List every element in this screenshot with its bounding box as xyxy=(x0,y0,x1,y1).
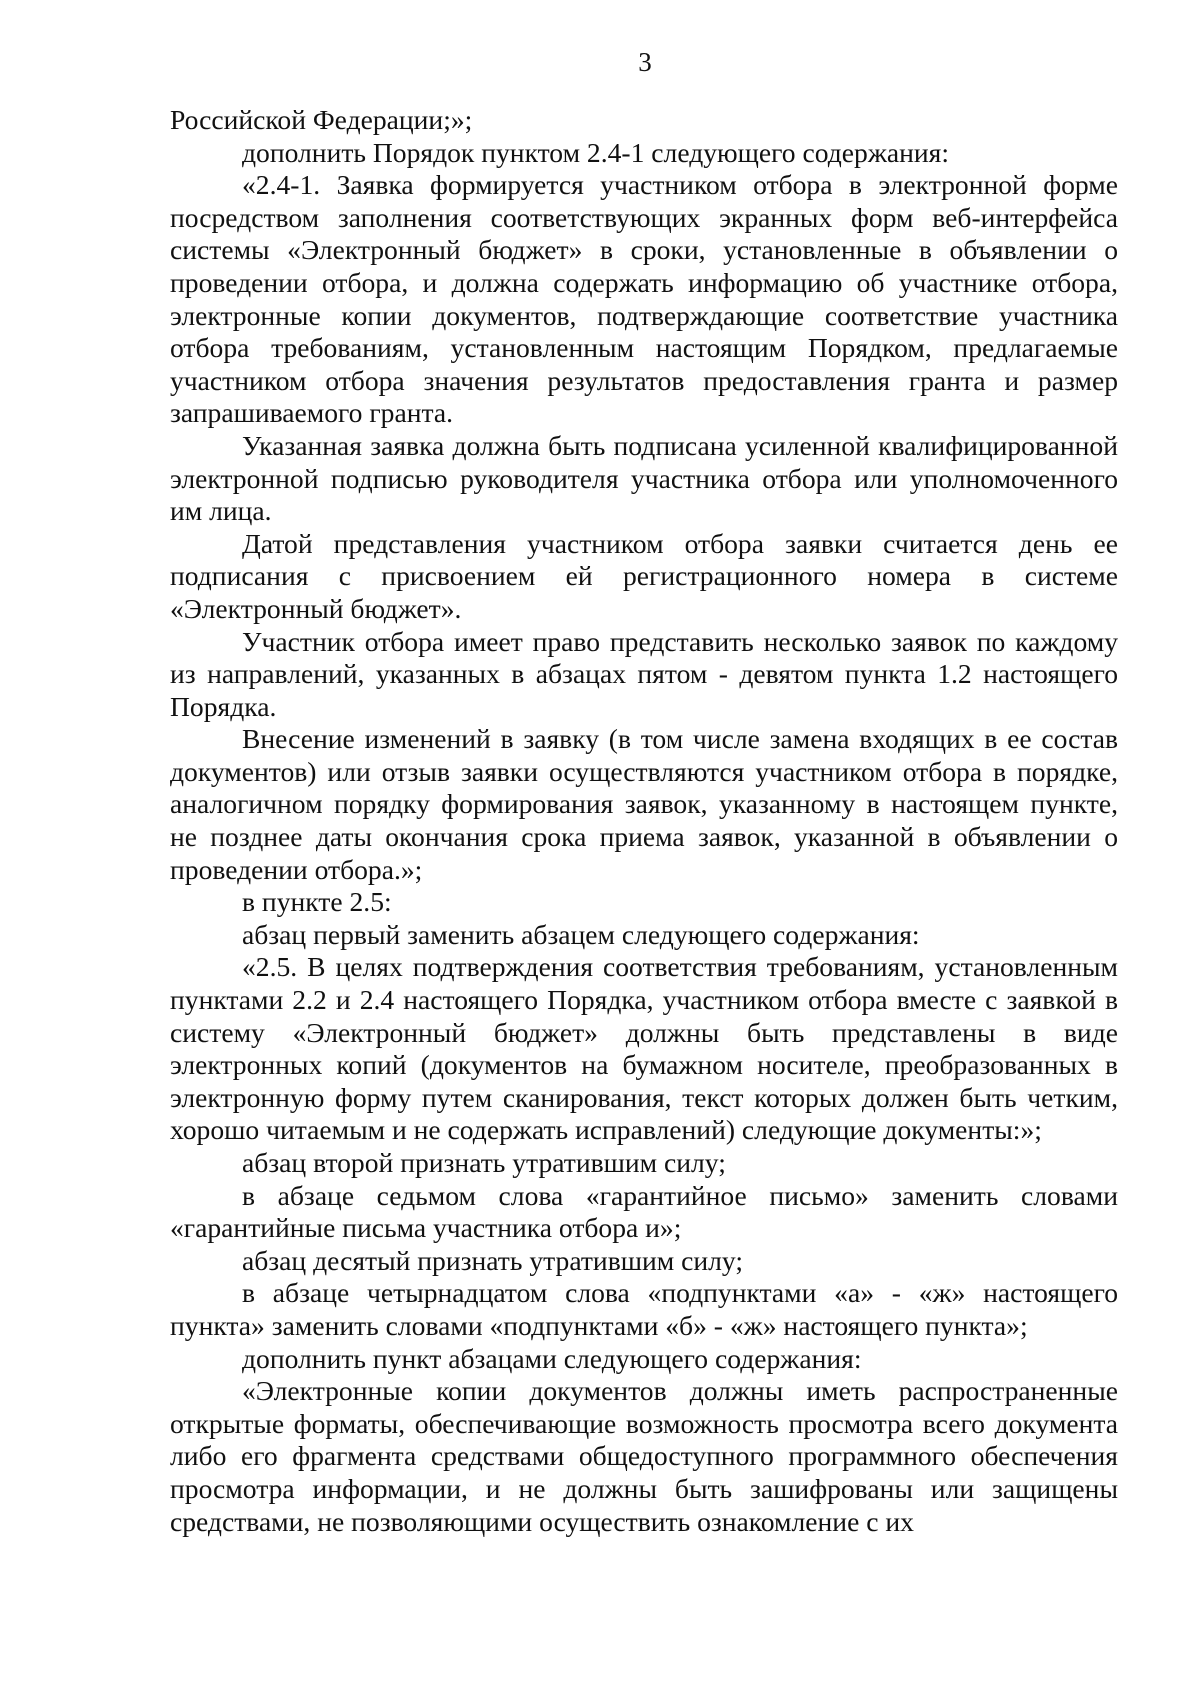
paragraph: Указанная заявка должна быть подписана усиленной квалифицированной электронной подписью руководителя участника отбора или уполномоченного им лица. xyxy=(170,429,1118,527)
paragraph: Участник отбора имеет право представить несколько заявок по каждому из направлений, указанных в абзацах пятом - девятом пункта 1.2 настоящего Порядка. xyxy=(170,625,1118,722)
page-number: 3 xyxy=(638,47,652,77)
paragraph: «Электронные копии документов должны иметь распространенные открытые форматы, обеспечивающие возможность просмотра всего документа либо его фрагмента средствами общедоступного программного обеспечения просмотра информации, и не должны быть зашифрованы или защищены средствами, не позволяющими осуществить ознакомление с их xyxy=(170,1375,1118,1537)
document-body xyxy=(170,104,1118,1538)
paragraph: Датой представления участником отбора заявки считается день ее подписания с присвоением ей регистрационного номера в системе «Электронный бюджет». xyxy=(170,527,1118,624)
paragraph: абзац первый заменить абзацем следующего содержания: xyxy=(242,918,920,950)
paragraph: в пункте 2.5: xyxy=(242,886,392,918)
paragraph: в абзаце четырнадцатом слова «подпунктами «а» - «ж» настоящего пункта» заменить словами «подпунктами «б» - «ж» настоящего пункта»; xyxy=(170,1277,1118,1341)
paragraph: дополнить Порядок пунктом 2.4-1 следующего содержания: xyxy=(242,136,950,168)
paragraph: «2.5. В целях подтверждения соответствия требованиям, установленным пунктами 2.2 и 2.4 настоящего Порядка, участником отбора вместе с заявкой в систему «Электронный бюджет» должны быть представлены в виде электронных копий (документов на бумажном носителе, преобразованных в электронную форму путем сканирования, текст которых должен быть четким, хорошо читаемым и не содержать исправлений) следующие документы:»; xyxy=(170,951,1118,1146)
paragraph: в абзаце седьмом слова «гарантийное письмо» заменить словами «гарантийные письма участника отбора и»; xyxy=(170,1179,1118,1244)
paragraph: абзац десятый признать утратившим силу; xyxy=(242,1244,743,1276)
paragraph: абзац второй признать утратившим силу; xyxy=(242,1147,726,1178)
paragraph: Внесение изменений в заявку (в том числе замена входящих в ее состав документов) или отзыв заявки осуществляются участником отбора в порядке, аналогичном порядку формирования заявок, указанному в настоящем пункте, не позднее даты окончания срока приема заявок, указанной в объявлении о проведении отбора.»; xyxy=(170,723,1118,885)
paragraph: «2.4-1. Заявка формируется участником отбора в электронной форме посредством заполнения соответствующих экранных форм веб-интерфейса системы «Электронный бюджет» в сроки, установленные в объявлении о проведении отбора, и должна содержать информацию об участнике отбора, электронные копии документов, подтверждающие соответствие участника отбора требованиям, установленным настоящим Порядком, предлагаемые участником отбора значения результатов предоставления гранта и размер запрашиваемого гранта. xyxy=(170,169,1118,429)
paragraph: Российской Федерации;»; xyxy=(170,104,473,135)
paragraph: дополнить пункт абзацами следующего содержания: xyxy=(242,1342,862,1374)
